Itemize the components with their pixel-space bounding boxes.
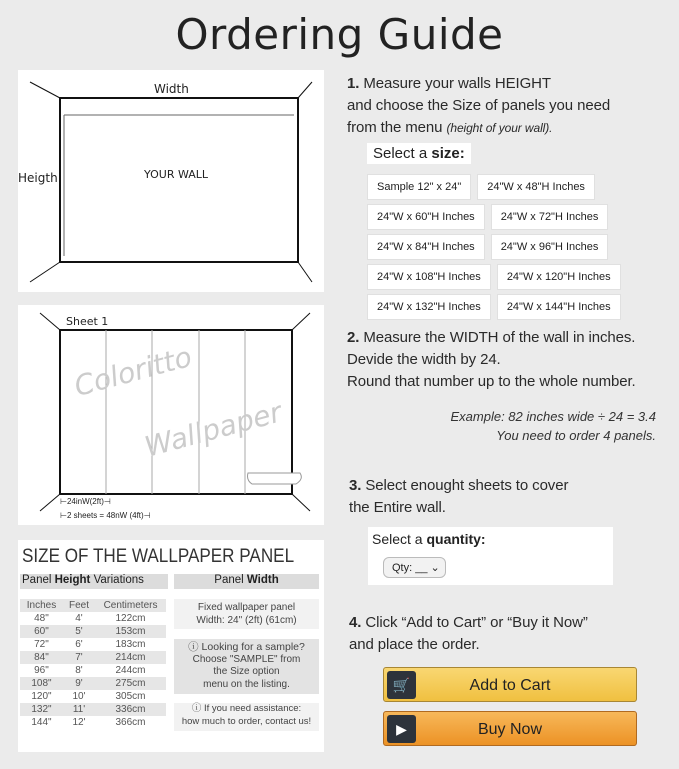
step-number: 3. [349, 477, 362, 494]
wall-label: YOUR WALL [144, 168, 209, 181]
table-row [20, 638, 166, 651]
table-cell: 4' [75, 613, 83, 624]
sheet-label: Sheet 1 [66, 315, 109, 328]
table-row [20, 690, 166, 703]
step-2 [347, 327, 636, 393]
page-title: Ordering Guide [175, 10, 504, 59]
wall-diagram [18, 70, 324, 292]
size-option[interactable]: 24"W x 48"H Inches [477, 174, 595, 200]
step-3 [349, 475, 568, 519]
step-text: Measure the [359, 329, 450, 346]
assist-line: If you need assistance: [203, 703, 302, 714]
table-row [20, 716, 166, 729]
play-icon: ▶ [387, 715, 416, 743]
quantity-value: Qty: __ [392, 562, 428, 574]
table-cell: 84" [20, 651, 63, 664]
col-header: Feet [63, 599, 95, 612]
panel-info-title: SIZE OF THE WALLPAPER PANEL [22, 546, 295, 567]
table-cell: 5' [63, 625, 95, 638]
example-line: Example: 82 inches wide ÷ 24 = 3.4 [450, 409, 656, 424]
question-icon: ⓘ [191, 703, 204, 714]
table-cell: 8' [75, 665, 83, 676]
quantity-label [372, 531, 486, 547]
size-selector [367, 143, 627, 320]
col-header: Inches [20, 599, 63, 612]
step-text: the Entire wall. [349, 499, 446, 516]
table-cell: 7' [63, 651, 95, 664]
width-header [174, 574, 319, 589]
step-4 [349, 612, 588, 656]
step-number: 4. [349, 614, 362, 631]
buy-now-button[interactable] [383, 711, 637, 746]
chevron-down-icon: ⌄ [430, 562, 440, 574]
size-option[interactable]: 24"W x 108"H Inches [367, 264, 491, 290]
example-line: You need to order 4 panels. [496, 428, 656, 443]
question-icon: ⓘ [188, 641, 202, 653]
height-header-post: Variations [90, 574, 144, 586]
table-cell: 366cm [115, 717, 146, 728]
table-row [20, 677, 166, 690]
size-option[interactable]: 24"W x 84"H Inches [367, 234, 485, 260]
sample-note [174, 639, 319, 694]
table-cell: 275cm [95, 677, 166, 690]
size-option[interactable]: 24"W x 60"H Inches [367, 204, 485, 230]
step-number: 2. [347, 329, 360, 346]
table-cell: 11' [63, 703, 95, 716]
step-text-emphasis: WIDTH [449, 329, 499, 346]
table-cell: 122cm [115, 613, 146, 624]
size-option[interactable]: 24"W x 120"H Inches [497, 264, 621, 290]
table-cell: 214cm [95, 651, 166, 664]
table-cell: 108" [20, 677, 63, 690]
table-row [20, 612, 166, 625]
table-cell: 244cm [115, 665, 146, 676]
table-row [20, 651, 166, 664]
size-option[interactable]: 24"W x 96"H Inches [491, 234, 609, 260]
cart-icon: 🛒 [387, 671, 416, 699]
table-row [20, 664, 166, 677]
table-row [20, 703, 166, 716]
quantity-dropdown[interactable] [383, 557, 446, 578]
size-label [367, 143, 471, 164]
add-to-cart-label: Add to Cart [469, 677, 551, 694]
step-text: Select enought sheets to cover [361, 477, 569, 494]
table-cell: 183cm [115, 639, 146, 650]
size-option[interactable]: Sample 12" x 24" [367, 174, 471, 200]
fixed-line-1: Fixed wallpaper panel [197, 602, 296, 613]
table-cell: 12' [72, 717, 86, 728]
quantity-selector [368, 527, 613, 585]
quantity-label-bold: quantity: [426, 531, 486, 547]
table-row [20, 625, 166, 638]
step-number: 1. [347, 75, 360, 92]
width-label: Width [154, 82, 189, 96]
sample-title: Looking for a sample? [201, 641, 305, 653]
wall-diagram-drawing [18, 70, 324, 292]
step-text: from the menu [347, 119, 447, 136]
fixed-line-2: Width: 24" (2ft) (61cm) [196, 615, 297, 626]
size-options [367, 174, 629, 320]
step-text-italic: (height of your wall). [446, 121, 553, 135]
height-header [20, 574, 168, 589]
table-cell: 60" [20, 625, 63, 638]
step-text-emphasis: HEIGHT [494, 75, 551, 92]
table-cell: 10' [72, 691, 86, 702]
watermark-logo-2: Wallpaper [141, 395, 286, 464]
step-1 [347, 73, 610, 139]
table-cell: 72" [34, 639, 49, 650]
sheet-diagram [18, 305, 324, 525]
table-cell: 305cm [115, 691, 146, 702]
table-cell: 144" [31, 717, 52, 728]
height-label: Heigth [18, 171, 58, 185]
step-text: and choose the Size of panels you need [347, 97, 611, 114]
step-text: Devide the width by 24. [347, 351, 501, 368]
size-option[interactable]: 24"W x 72"H Inches [491, 204, 609, 230]
height-table [20, 599, 166, 729]
step-text: of the wall in inches. [498, 329, 636, 346]
table-cell: 9' [63, 677, 95, 690]
step-text: Click “Add to Cart” or “Buy it Now” [361, 614, 588, 631]
quantity-label-pre: Select a [372, 531, 427, 547]
table-cell: 132" [20, 703, 63, 716]
step-text: and place the order. [349, 636, 480, 653]
table-cell: 48" [34, 613, 49, 624]
step-text: Round that number up to the whole number. [347, 373, 636, 390]
table-cell: 336cm [95, 703, 166, 716]
col-header: Centimeters [95, 599, 166, 612]
buy-now-label: Buy Now [477, 721, 543, 738]
size-option[interactable]: 24"W x 132"H Inches [367, 294, 491, 320]
assist-line: how much to order, contact us! [181, 715, 312, 727]
panel-size-info [18, 540, 324, 752]
add-to-cart-button[interactable] [383, 667, 637, 702]
table-cell: 6' [75, 639, 83, 650]
fixed-width-note [174, 599, 319, 629]
size-label-pre: Select a [373, 145, 432, 162]
table-cell: 153cm [95, 625, 166, 638]
two-sheets-note: ⊢2 sheets = 48nW (4ft)⊣ [60, 511, 151, 520]
example [380, 407, 656, 445]
sample-line: menu on the listing. [203, 678, 290, 690]
width-header-pre: Panel [214, 574, 247, 586]
height-header-bold: Height [54, 574, 91, 586]
width-header-bold: Width [246, 574, 279, 586]
size-label-bold: size: [431, 145, 465, 162]
sample-line: the Size option [213, 666, 280, 677]
size-option[interactable]: 24"W x 144"H Inches [497, 294, 621, 320]
step-text: Measure your walls [359, 75, 495, 92]
table-cell: 120" [31, 691, 52, 702]
assistance-note [174, 703, 319, 731]
sheet-width-note: ⊢24inW(2ft)⊣ [60, 497, 111, 506]
height-header-pre: Panel [22, 574, 55, 586]
table-cell: 96" [34, 665, 49, 676]
watermark-logo: Coloritto [70, 340, 196, 403]
sample-line: Choose "SAMPLE" from [192, 653, 301, 665]
